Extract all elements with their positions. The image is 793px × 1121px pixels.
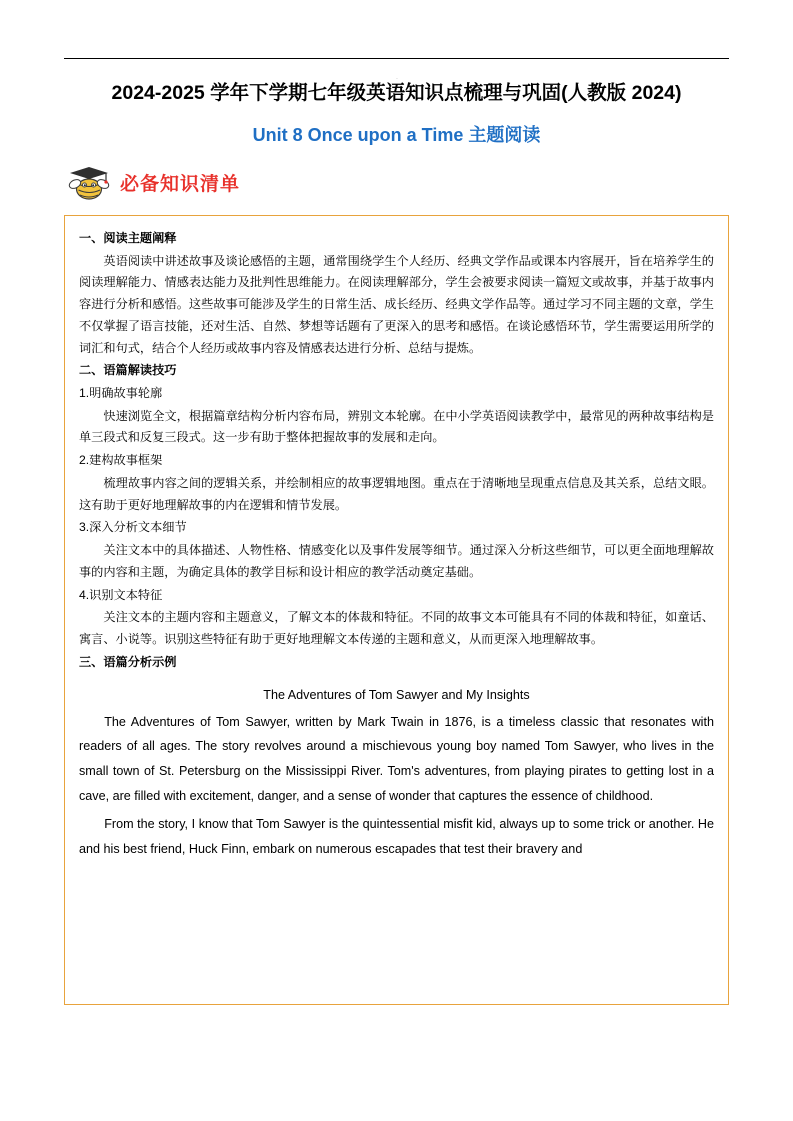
header-divider — [64, 58, 729, 59]
heading-3: 三、语篇分析示例 — [79, 654, 177, 669]
page-subtitle: Unit 8 Once upon a Time 主题阅读 — [252, 125, 541, 145]
passage-paragraph-1: The Adventures of Tom Sawyer, written by Mark Twain in 1876, is a timeless classic that resonates with readers of all ages. The story revolves around a mischievous young boy named Tom Sawyer, who lives in the small town of St. Petersburg on the Mississippi River. Tom's adventures, from playing pirates to getting lost in a cave, are filled with excitement, danger, and a sense of wonder that captures the essence of childhood. — [79, 714, 714, 803]
passage-paragraph-2: From the story, I know that Tom Sawyer is the quintessential misfit kid, always up to some trick or another. He and his best friend, Huck Finn, embark on numerous escapades that test their bravery and — [79, 817, 714, 856]
passage-title: The Adventures of Tom Sawyer and My Insights — [263, 688, 530, 703]
subheading-2: 2.建构故事框架 — [79, 453, 163, 468]
subheading-4: 4.识别文本特征 — [79, 587, 163, 602]
subparagraph-2: 梳理故事内容之间的逻辑关系，并绘制相应的故事逻辑地图。重点在于清晰地呈现重点信息及其关系，总结文眼。这有助于更好地理解故事的内在逻辑和情节发展。 — [79, 475, 714, 512]
graduation-bee-icon — [66, 160, 112, 204]
section-heading-label: 必备知识清单 — [120, 173, 241, 195]
heading-2: 二、语篇解读技巧 — [79, 363, 177, 378]
subparagraph-4: 关注文本的主题内容和主题意义，了解文本的体裁和特征。不同的故事文本可能具有不同的体裁和特征，如童话、寓言、小说等。识别这些特征有助于更好地理解文本传递的主题和意义，从而更深入地理解故事。 — [79, 610, 714, 646]
subheading-3: 3.深入分析文本细节 — [79, 520, 187, 535]
heading-1: 一、阅读主题阐释 — [79, 231, 177, 245]
content-box — [64, 215, 729, 1005]
page-title: 2024-2025 学年下学期七年级英语知识点梳理与巩固(人教版 2024) — [111, 82, 682, 104]
page-artifact: . — [396, 74, 398, 81]
subparagraph-1: 快速浏览全文，根据篇章结构分析内容布局，辨别文本轮廓。在中小学英语阅读教学中，最常见的两种故事结构是单三段式和反复三段式。这一步有助于整体把握故事的发展和走向。 — [79, 408, 714, 445]
paragraph-1: 英语阅读中讲述故事及谈论感悟的主题，通常围绕学生个人经历、经典文学作品或课本内容展开，旨在培养学生的阅读理解能力、情感表达能力及批判性思维能力。在阅读理解部分，学生会被要求阅读一篇短文或故事，并基于故事内容进行分析和感悟。这些故事可能涉及学生的日常生活、成长经历、经典文学作品等。通过学习不同主题的文章，学生不仅掌握了语言技能，还对生活、自然、梦想等话题有了更深入的思考和感悟。在谈论感悟环节，学生需要运用所学的词汇和句式，结合个人经历或故事内容及情感表达进行分析、总结与提炼。 — [79, 253, 714, 355]
subparagraph-3: 关注文本中的具体描述、人物性格、情感变化以及事件发展等细节。通过深入分析这些细节，可以更全面地理解故事的内容和主题，为确定具体的教学目标和设计相应的教学活动奠定基础。 — [79, 543, 714, 579]
section-heading — [66, 159, 729, 205]
subheading-1: 1.明确故事轮廓 — [79, 386, 163, 401]
